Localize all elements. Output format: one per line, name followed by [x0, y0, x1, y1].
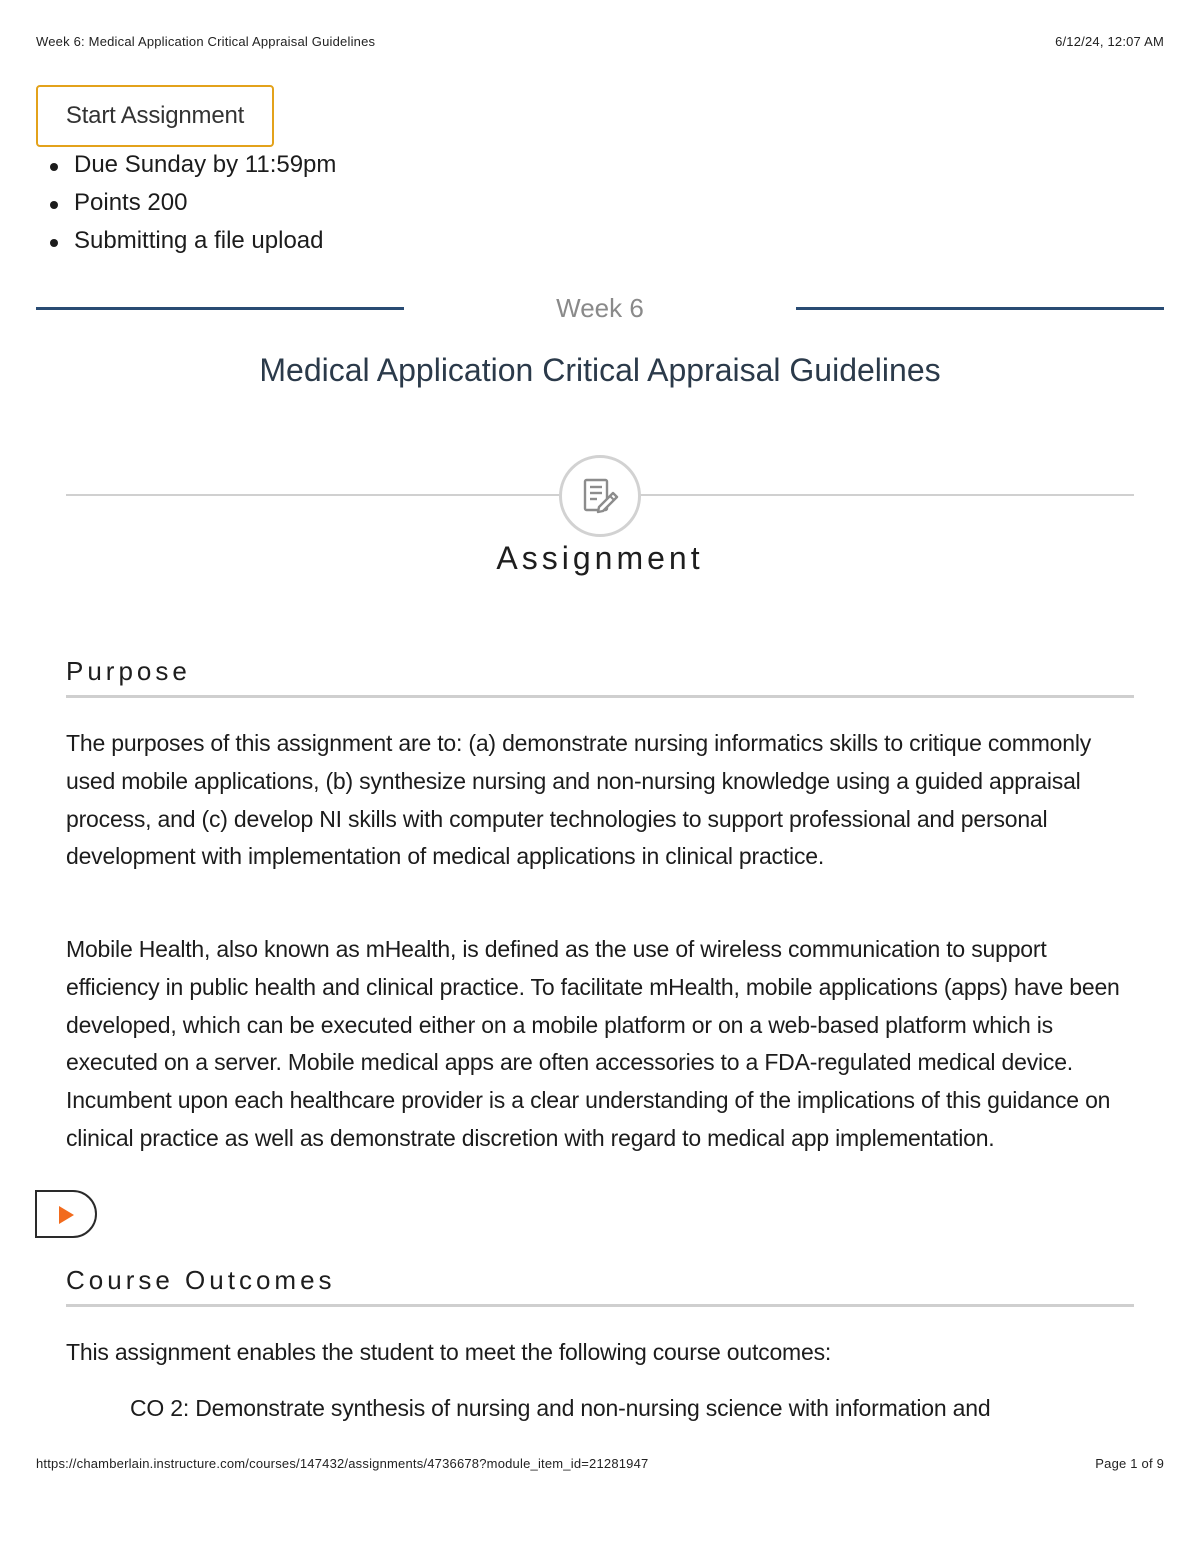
detail-submission-type-text: Submitting a file upload	[74, 227, 324, 254]
print-footer-page: Page 1 of 9	[1095, 1456, 1164, 1471]
section-divider	[66, 455, 1134, 537]
detail-points	[50, 186, 336, 224]
edit-document-icon	[559, 455, 641, 537]
week-label: Week 6	[556, 293, 644, 323]
detail-due-text: Due Sunday by 11:59pm	[74, 151, 337, 178]
detail-points-text: Points 200	[74, 189, 188, 216]
print-footer-url: https://chamberlain.instructure.com/courses/147432/assignments/4736678?module_item_id=21281947	[36, 1456, 649, 1471]
course-outcome-item: CO 2: Demonstrate synthesis of nursing and non-nursing science with information and	[130, 1395, 991, 1421]
print-footer	[36, 1456, 1164, 1474]
detail-due	[50, 148, 336, 186]
assignment-details-list	[50, 148, 336, 262]
print-header-datetime: 6/12/24, 12:07 AM	[1055, 34, 1164, 49]
start-assignment-button[interactable]: Start Assignment	[36, 85, 274, 147]
print-header-title: Week 6: Medical Application Critical Appraisal Guidelines	[36, 34, 376, 49]
media-play-button[interactable]	[35, 1190, 97, 1238]
course-outcomes-heading: Course Outcomes	[66, 1265, 1134, 1307]
assignment-heading: Assignment	[496, 540, 704, 576]
bullet-icon	[50, 239, 58, 247]
print-header	[36, 34, 1164, 52]
week-banner	[36, 290, 1164, 330]
purpose-paragraph-2: Mobile Health, also known as mHealth, is defined as the use of wireless communication to support efficiency in public health and clinical practice. To facilitate mHealth, mobile applications (apps) have been developed, which can be executed either on a mobile platform or on a web-based platform which is executed on a server. Mobile medical apps are often accessories to a FDA-regulated medical device. Incumbent upon each healthcare provider is a clear understanding of the implications of this guidance on clinical practice as well as demonstrate discretion with regard to medical app implementation.	[66, 936, 1120, 1151]
detail-submission-type	[50, 224, 336, 262]
week-rule-right	[796, 307, 1164, 310]
bullet-icon	[50, 163, 58, 171]
purpose-paragraph-1: The purposes of this assignment are to: (a) demonstrate nursing informatics skills to critique commonly used mobile applications, (b) synthesize nursing and non-nursing knowledge using a guided appraisal process, and (c) develop NI skills with computer technologies to support professional and personal development with implementation of medical applications in clinical practice.	[66, 730, 1092, 870]
purpose-heading: Purpose	[66, 656, 1134, 698]
course-outcomes-intro: This assignment enables the student to meet the following course outcomes:	[66, 1339, 832, 1365]
play-icon	[59, 1206, 74, 1224]
page-title: Medical Application Critical Appraisal Guidelines	[259, 352, 941, 388]
bullet-icon	[50, 201, 58, 209]
